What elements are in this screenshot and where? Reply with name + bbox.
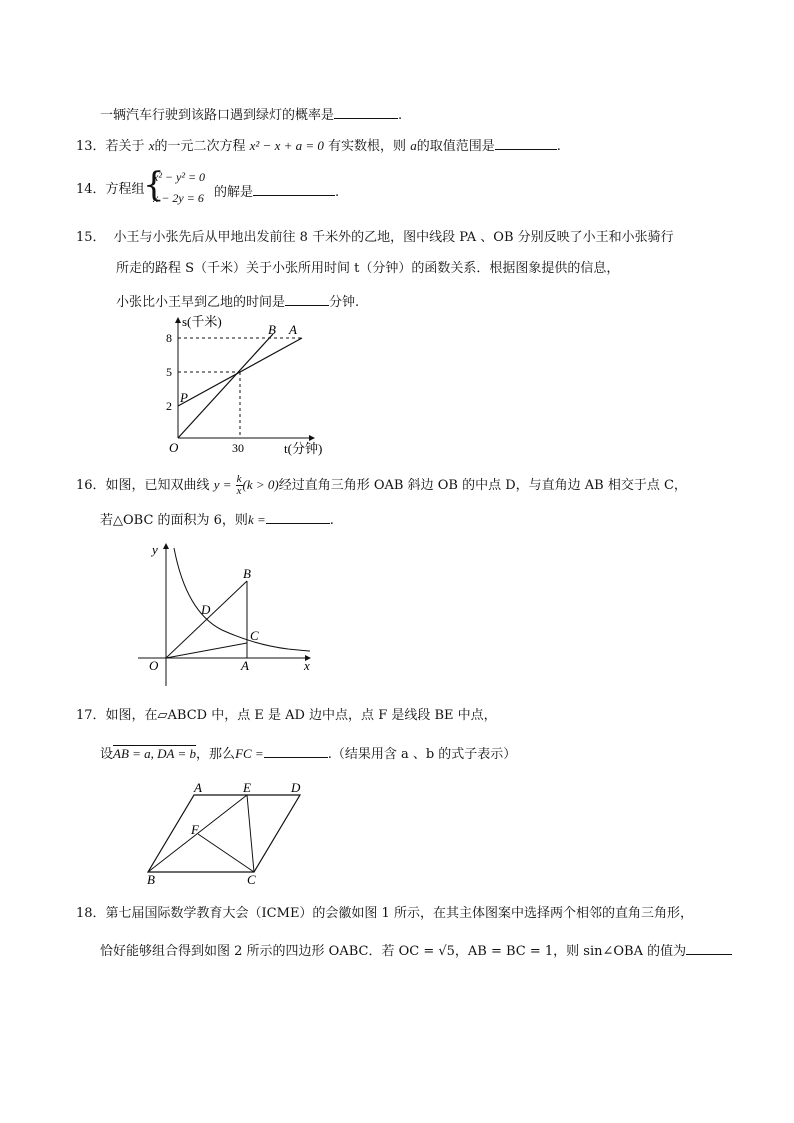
q16-answer-blank[interactable] (266, 509, 330, 524)
question-13: 13．若关于 x的一元二次方程 x² − x + a = 0 有实数根，则 a的取值范围是 . (76, 135, 561, 156)
svg-text:B: B (147, 872, 155, 887)
q14-eq1: x² − y² = 0 (153, 170, 206, 184)
q15-y-label: s(千米) (182, 314, 222, 329)
svg-text:2: 2 (166, 399, 172, 413)
svg-text:5: 5 (166, 365, 172, 379)
q17-vector-query: FC = (235, 746, 264, 761)
svg-text:O: O (149, 658, 159, 673)
q16-hyperbola (174, 548, 310, 651)
svg-text:C: C (247, 872, 256, 887)
q16-segment-OB (166, 581, 247, 658)
q14-brace: { (143, 165, 165, 205)
svg-text:P: P (180, 390, 188, 405)
q18-answer-blank[interactable] (686, 940, 732, 955)
svg-text:B: B (243, 566, 251, 581)
svg-text:D: D (201, 602, 211, 617)
q16-graph (138, 538, 328, 688)
q13-number: 13． (76, 139, 106, 154)
q12-answer-blank[interactable] (334, 104, 398, 119)
svg-text:30: 30 (232, 441, 244, 455)
q18-number: 18． (76, 906, 106, 921)
q13-equation: x² − x + a = 0 (249, 138, 324, 153)
q15-x-label: t(分钟) (284, 441, 323, 456)
q17-segment-FC (198, 834, 254, 872)
svg-text:8: 8 (166, 331, 172, 345)
svg-text:C: C (250, 628, 259, 643)
svg-text:D: D (291, 780, 301, 795)
q17-parallelogram (144, 778, 314, 888)
q12-text: 一辆汽车行驶到该路口遇到绿灯的概率是 (100, 108, 335, 123)
svg-text:y: y (152, 542, 158, 557)
q16-number: 16． (76, 478, 106, 493)
q17-answer-blank[interactable] (264, 743, 328, 758)
q17-segment-EC (247, 795, 254, 872)
svg-text:B: B (268, 322, 276, 337)
q14-answer-blank[interactable] (253, 181, 335, 196)
q16-fraction: $\frac{k}{x}$ (236, 473, 242, 497)
svg-text:E: E (243, 780, 251, 795)
q15-graph (160, 314, 330, 464)
q14-eq2: x − 2y = 6 (153, 191, 204, 205)
q15-number: 15． (76, 230, 106, 245)
q17-vector-definition: AB = a, DA = b (113, 746, 197, 761)
svg-text:A: A (289, 322, 297, 337)
q15-answer-blank[interactable] (285, 291, 329, 306)
svg-text:F: F (191, 822, 199, 837)
q16-segment-OC (166, 643, 247, 658)
q17-shape-ABCD (148, 795, 300, 872)
svg-text:O: O (169, 440, 179, 455)
svg-text:x: x (304, 658, 310, 673)
q17-number: 17． (76, 708, 106, 723)
q15-line-OB (178, 334, 273, 438)
svg-text:A: A (241, 658, 249, 673)
q12-continuation: 一辆汽车行驶到该路口遇到绿灯的概率是 . (100, 104, 402, 125)
q14-number: 14． (76, 182, 106, 197)
q13-answer-blank[interactable] (495, 135, 557, 150)
svg-text:A: A (194, 780, 202, 795)
